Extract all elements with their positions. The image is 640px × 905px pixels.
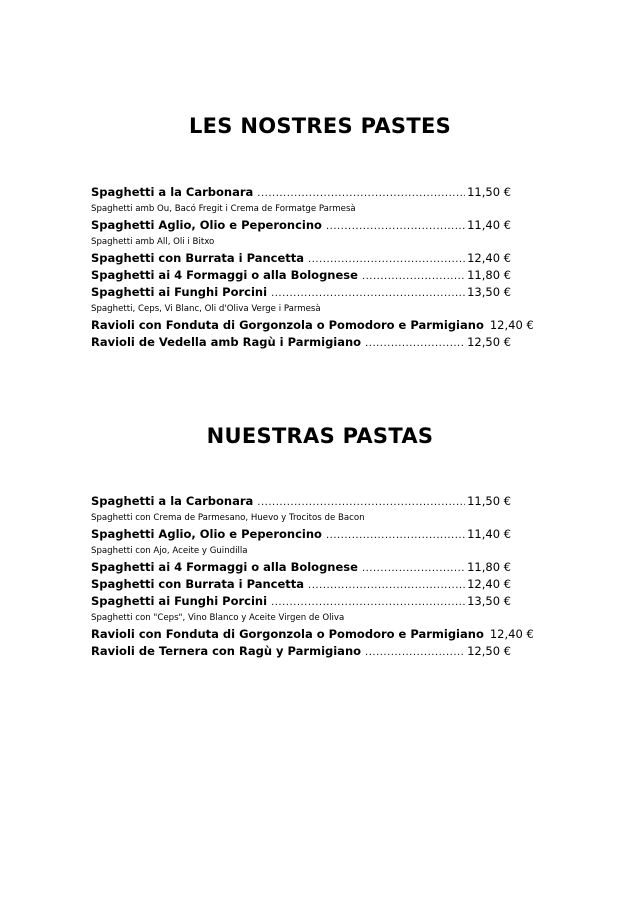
dish-price: 11,50 € [467,185,511,199]
menu-item [91,493,511,510]
dish-price: 12,40 € [467,251,511,265]
leader-dots [257,496,465,510]
menu-item [91,217,511,234]
menu-item [91,576,511,593]
dish-description: Spaghetti con "Ceps", Vino Blanco y Aceite Virgen de Oliva [91,613,345,623]
section-title-spanish: NUESTRAS PASTAS [206,424,434,448]
leader-dots [365,337,465,351]
leader-dots [365,646,465,660]
dish-price: 12,40 € [489,318,534,332]
dish-price: 11,40 € [467,218,511,232]
dish-price: 11,80 € [467,268,511,282]
menu-item [91,526,511,543]
leader-dots [271,287,465,301]
dish-name: Ravioli con Fonduta di Gorgonzola o Pomodoro e Parmigiano [91,318,484,332]
menu-item [91,250,511,267]
dish-description: Spaghetti, Ceps, Vi Blanc, Oli d'Oliva Verge i Parmesà [91,304,321,314]
dish-name: Spaghetti Aglio, Olio e Peperoncino [91,218,322,232]
dish-name: Spaghetti ai Funghi Porcini [91,285,268,299]
dish-name: Ravioli de Vedella amb Ragù i Parmigiano [91,335,362,349]
dish-price: 12,40 € [467,577,511,591]
menu-list-catalan [91,184,534,351]
dish-price: 11,40 € [467,527,511,541]
dish-price: 12,50 € [467,335,511,349]
dish-name: Spaghetti ai Funghi Porcini [91,594,268,608]
menu-item [91,559,511,576]
dish-description: Spaghetti amb All, Oli i Bitxo [91,237,215,247]
leader-dots [308,579,465,593]
dish-name: Spaghetti con Burrata i Pancetta [91,577,305,591]
dish-price: 13,50 € [467,594,511,608]
dish-price: 11,50 € [467,494,511,508]
menu-item [91,267,511,284]
menu-item [91,643,511,660]
menu-item [91,184,511,201]
dish-description: Spaghetti amb Ou, Bacó Fregit i Crema de Formatge Parmesà [91,204,356,214]
dish-name: Spaghetti con Burrata i Pancetta [91,251,305,265]
menu-item [91,334,511,351]
menu-item [91,626,534,643]
leader-dots [362,270,465,284]
menu-item [91,317,534,334]
leader-dots [257,187,465,201]
dish-price: 13,50 € [467,285,511,299]
section-title-catalan: LES NOSTRES PASTES [188,114,452,138]
dish-price: 12,50 € [467,644,511,658]
dish-name: Spaghetti a la Carbonara [91,494,254,508]
dish-name: Ravioli con Fonduta di Gorgonzola o Pomodoro e Parmigiano [91,627,484,641]
menu-list-spanish [91,493,534,660]
dish-name: Spaghetti ai 4 Formaggi o alla Bolognese [91,560,358,574]
dish-price: 11,80 € [467,560,511,574]
leader-dots [271,596,465,610]
dish-name: Ravioli de Ternera con Ragù y Parmigiano [91,644,362,658]
dish-description: Spaghetti con Crema de Parmesano, Huevo y Trocitos de Bacon [91,513,365,523]
dish-description: Spaghetti con Ajo, Aceite y Guindilla [91,546,248,556]
leader-dots [308,253,465,267]
leader-dots [326,220,465,234]
leader-dots [362,562,465,576]
leader-dots [326,529,465,543]
dish-price: 12,40 € [489,627,534,641]
menu-item [91,284,511,301]
dish-name: Spaghetti Aglio, Olio e Peperoncino [91,527,322,541]
menu-item [91,593,511,610]
dish-name: Spaghetti a la Carbonara [91,185,254,199]
dish-name: Spaghetti ai 4 Formaggi o alla Bolognese [91,268,358,282]
